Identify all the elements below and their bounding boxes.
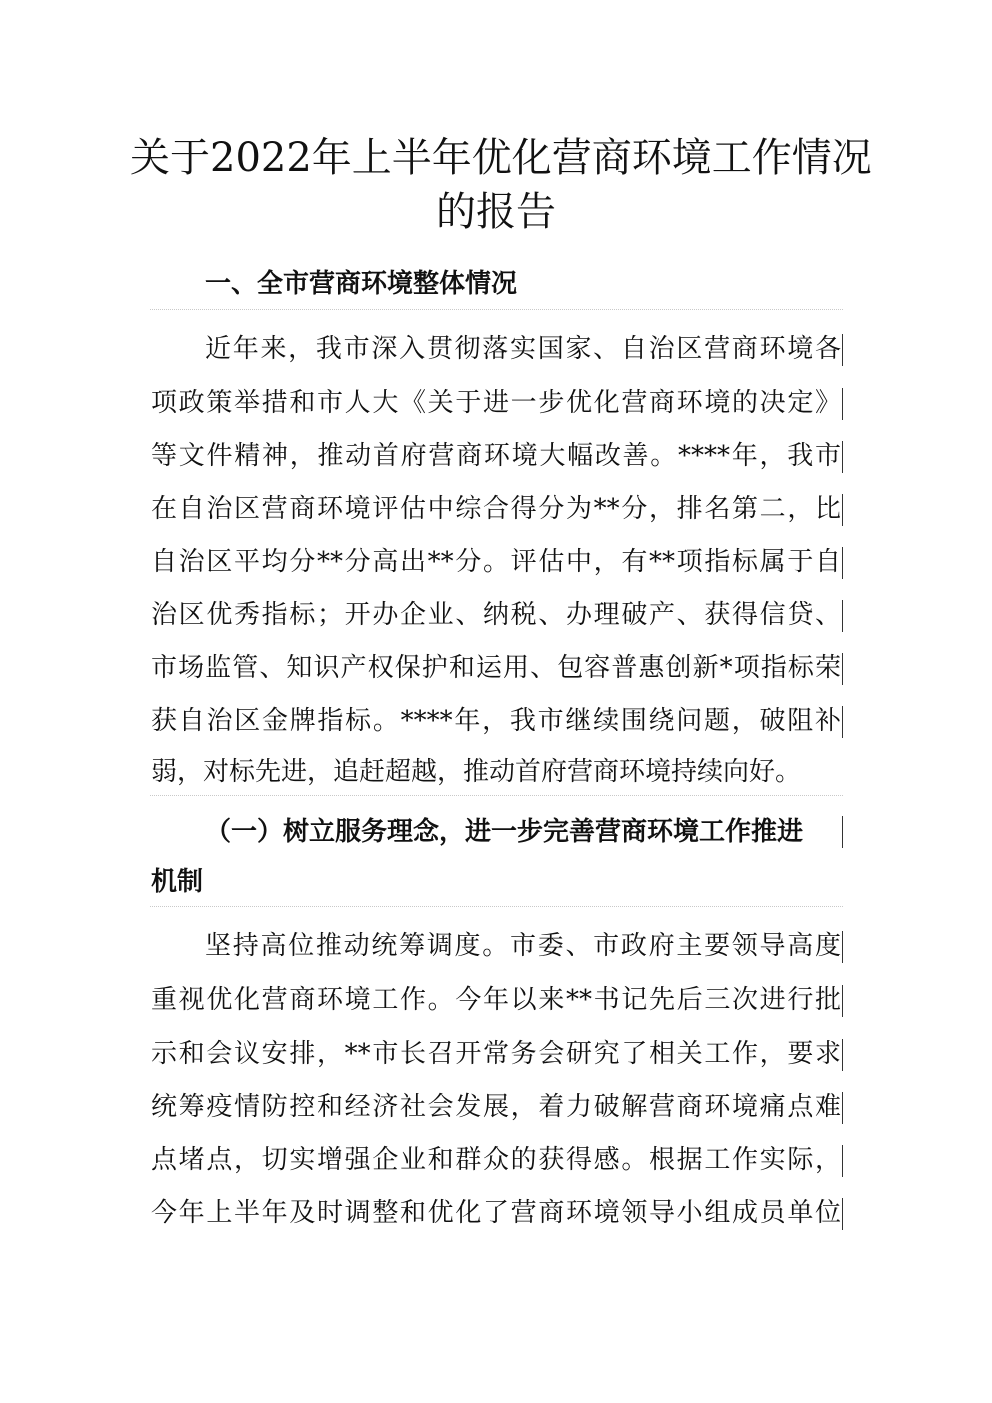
margin-bar — [842, 547, 843, 579]
paragraph-line: 点堵点，切实增强企业和群众的获得感。根据工作实际， — [151, 1145, 841, 1175]
paragraph-line: 治区优秀指标；开办企业、纳税、办理破产、获得信贷、 — [151, 600, 841, 630]
document-title-line-2: 的报告 — [436, 189, 556, 235]
margin-bar — [842, 653, 843, 685]
paragraph-line: 等文件精神，推动首府营商环境大幅改善。****年，我市 — [151, 441, 841, 471]
paragraph-line: 获自治区金牌指标。****年，我市继续围绕问题，破阻补 — [151, 706, 841, 736]
section-divider — [150, 906, 843, 907]
paragraph-line: 近年来，我市深入贯彻落实国家、自治区营商环境各 — [205, 334, 841, 364]
margin-bar — [842, 494, 843, 526]
section-divider — [150, 795, 843, 796]
section-heading: 一、全市营商环境整体情况 — [205, 269, 518, 299]
margin-bar — [842, 816, 843, 848]
paragraph-line: 重视优化营商环境工作。今年以来**书记先后三次进行批 — [151, 985, 841, 1015]
margin-bar — [842, 334, 843, 366]
paragraph-line: 项政策举措和市人大《关于进一步优化营商环境的决定》 — [151, 388, 841, 418]
paragraph-line: 市场监管、知识产权保护和运用、包容普惠创新*项指标荣 — [151, 653, 841, 683]
section-divider — [150, 309, 843, 310]
margin-bar — [842, 1145, 843, 1177]
margin-bar — [842, 600, 843, 632]
margin-bar — [842, 441, 843, 473]
margin-bar — [842, 1092, 843, 1124]
margin-bar — [842, 985, 843, 1017]
margin-bar — [842, 1198, 843, 1230]
document-title-line-1: 关于2022年上半年优化营商环境工作情况 — [130, 135, 872, 181]
margin-bar — [842, 1039, 843, 1071]
margin-bar — [842, 706, 843, 738]
paragraph-line: 坚持高位推动统筹调度。市委、市政府主要领导高度 — [205, 931, 841, 961]
paragraph-line: 在自治区营商环境评估中综合得分为**分，排名第二，比 — [151, 494, 841, 524]
subsection-heading-line-2: 机制 — [151, 867, 204, 897]
margin-bar — [842, 931, 843, 963]
subsection-heading-line-1: （一）树立服务理念，进一步完善营商环境工作推进 — [205, 817, 804, 847]
paragraph-line: 示和会议安排，**市长召开常务会研究了相关工作，要求 — [151, 1039, 841, 1069]
margin-bar — [842, 388, 843, 420]
paragraph-line: 自治区平均分**分高出**分。评估中，有**项指标属于自 — [151, 547, 841, 577]
paragraph-line: 统筹疫情防控和经济社会发展，着力破解营商环境痛点难 — [151, 1092, 841, 1122]
paragraph-line: 弱，对标先进，追赶超越，推动首府营商环境持续向好。 — [151, 757, 802, 787]
paragraph-line: 今年上半年及时调整和优化了营商环境领导小组成员单位 — [151, 1198, 841, 1228]
